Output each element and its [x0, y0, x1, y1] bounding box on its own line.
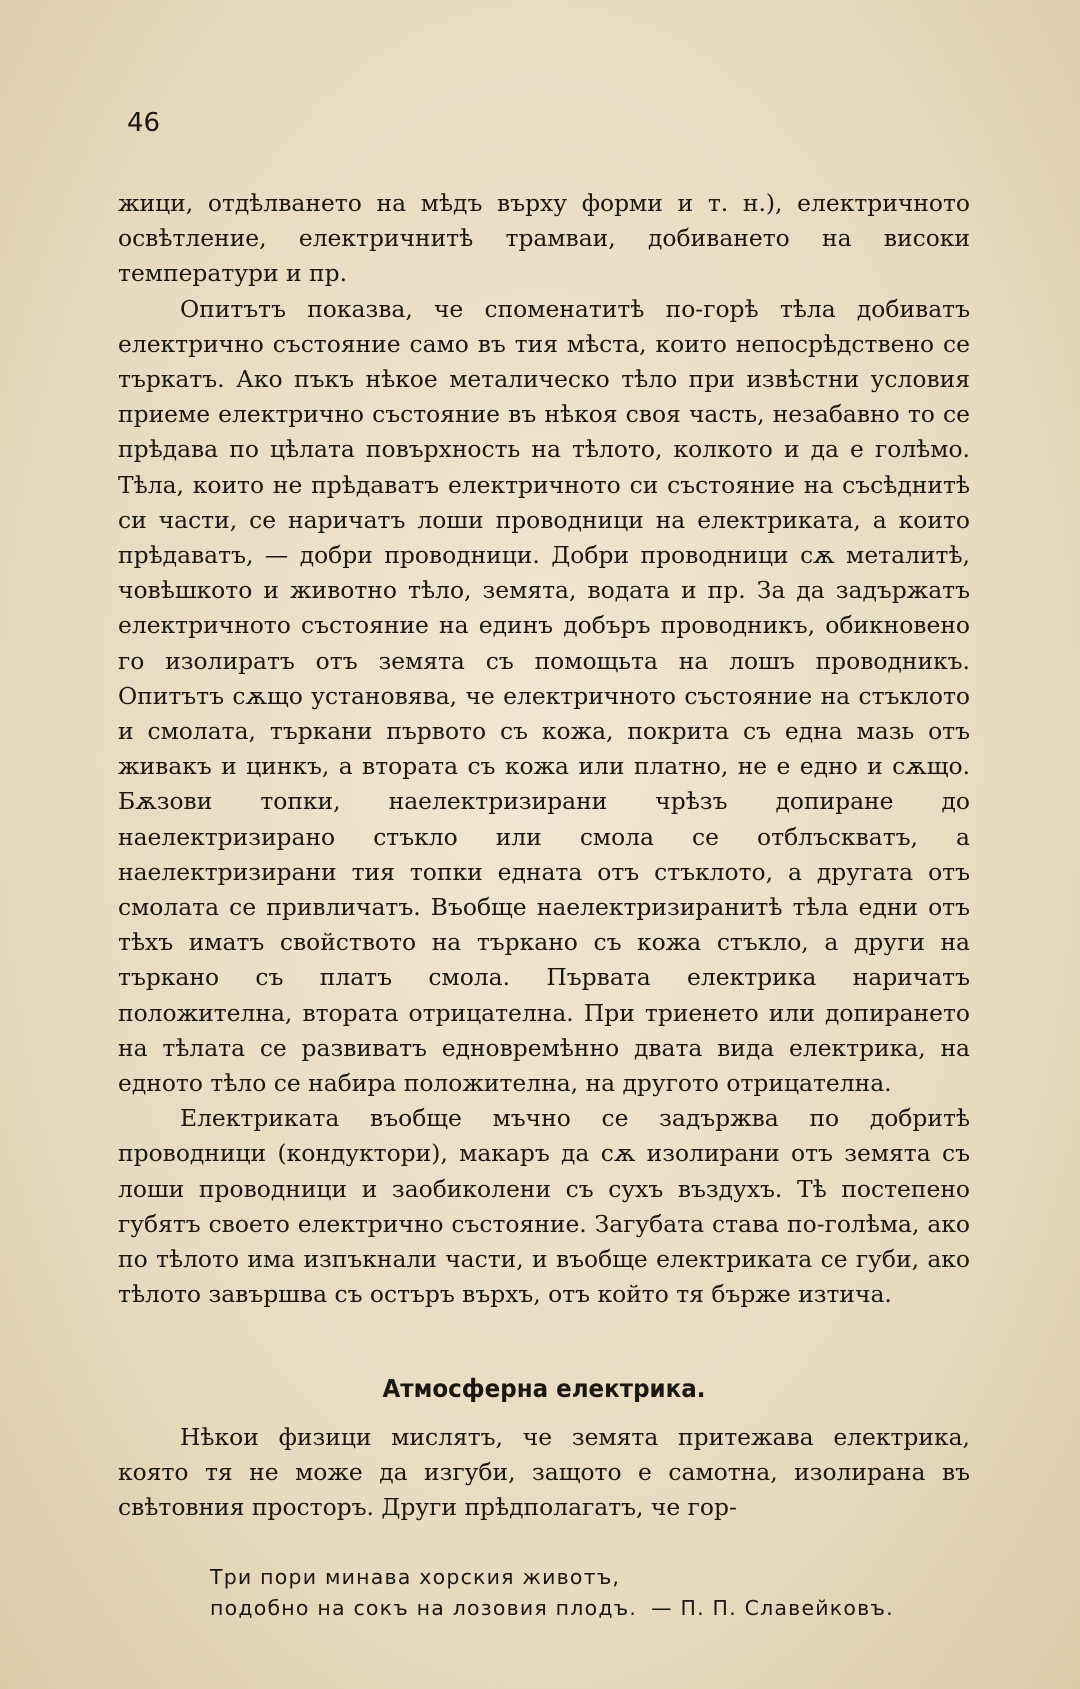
page-number: 46 [127, 108, 161, 138]
paragraph: Електриката въобще мъчно се задържва по добритѣ проводници (кондуктори), макаръ да сѫ изолирани отъ земята съ лоши проводници и заобиколени съ сухъ въздухъ. Тѣ постепено губятъ своето електрично състояние. Загубата става по-голѣма, ако по тѣлото има изпъкнали части, и въобще електриката се губи, ако тѣлото завършва съ остъръ върхъ, отъ който тя бърже изтича. [118, 1104, 970, 1309]
quote-text: подобно на сокъ на лозовия плодъ. [210, 1596, 638, 1620]
section-text [118, 1420, 970, 1526]
footer-quote [210, 1562, 950, 1624]
section-heading: Атмосферна електрика. [382, 1374, 706, 1403]
paragraph: жици, отдѣлването на мѣдъ върху форми и т. н.), електричното освѣтление, електричнитѣ трамваи, добиването на високи температури и пр. [118, 189, 970, 288]
quote-author: — П. П. Славейковъ. [651, 1596, 894, 1620]
quote-line: Три пори минава хорския животъ, [210, 1565, 621, 1589]
paragraph: Нѣкои физици мислятъ, че земята притежава електрика, която тя не може да изгуби, защото е самотна, изолирана въ свѣтовния просторъ. Други прѣдполагатъ, че гор- [118, 1423, 970, 1522]
body-text [118, 186, 970, 1313]
paragraph: Опитътъ показва, че споменатитѣ по-горѣ тѣла добиватъ електрично състояние само въ тия мѣста, които непосрѣдствено се търкатъ. Ако пъкъ нѣкое металическо тѣло при извѣстни условия приеме електрично състояние въ нѣкоя своя часть, незабавно то се прѣдава по цѣлата повърхность на тѣлото, колкото и да е голѣмо. Тѣла, които не прѣдаватъ електричното си състояние на съсѣднитѣ си части, се наричатъ лоши проводници на електриката, а които прѣдаватъ, — добри проводници. Добри проводници сѫ металитѣ, човѣшкото и животно тѣло, земята, водата и пр. За да задържатъ електричното състояние на единъ добъръ проводникъ, обикновено го изолиратъ отъ земята съ помощьта на лошъ проводникъ. Опитътъ сѫщо установява, че електричното състояние на стъклото и смолата, търкани първото съ кожа, покрита съ една мазь отъ живакъ и цинкъ, а втората съ кожа или платно, не е едно и сѫщо. Бѫзови топки, наелектризирани чрѣзъ допиране до наелектризирано стъкло или смола се отблъскватъ, а наелектризирани тия топки едната отъ стъклото, а другата отъ смолата се привличатъ. Въобще наелектризиранитѣ тѣла едни отъ тѣхъ иматъ свойството на търкано съ кожа стъкло, а други на търкано съ платъ смола. Първата електрика наричатъ положителна, втората отрицателна. При триенето или допирането на тѣлата се развиватъ едновремѣнно двата вида електрика, на едното тѣло се набира положителна, на другото отрицателна. [118, 294, 970, 1098]
quote-line [210, 1593, 950, 1624]
